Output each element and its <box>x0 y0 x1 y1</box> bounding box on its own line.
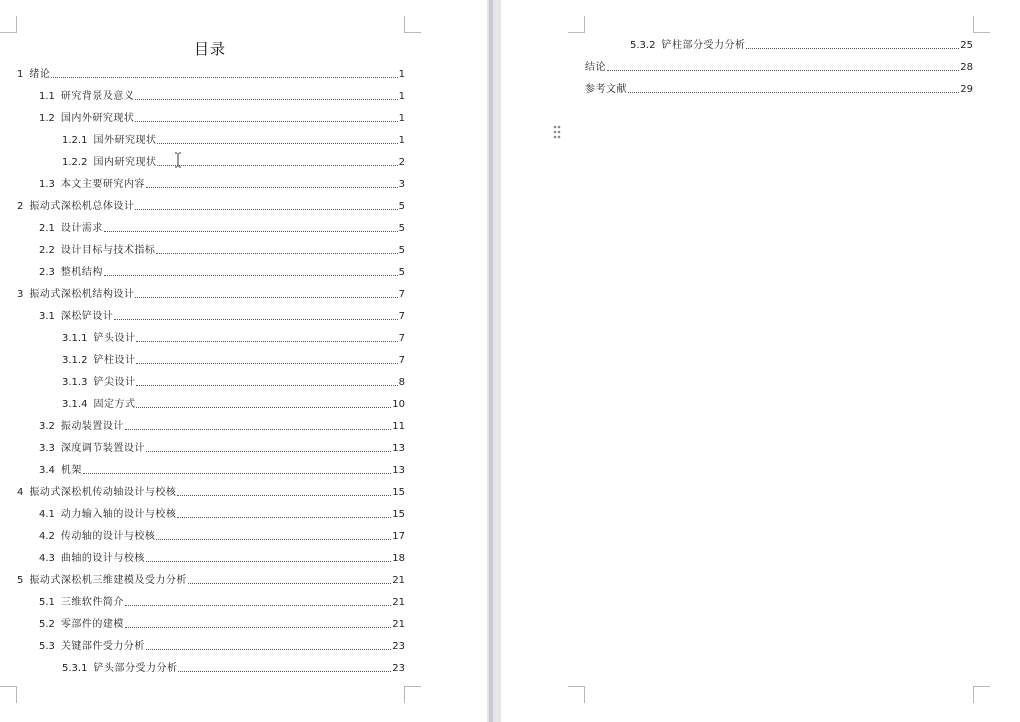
toc-dot-leader <box>125 605 391 606</box>
toc-entry[interactable] <box>62 659 405 675</box>
toc-entry-number: 1.2 <box>39 113 55 124</box>
toc-dot-leader <box>157 143 397 144</box>
toc-entry-page-number: 21 <box>392 597 405 608</box>
toc-entry[interactable] <box>39 175 405 191</box>
toc-entry-page-number: 17 <box>392 531 405 542</box>
toc-entry-page-number: 1 <box>398 135 405 146</box>
toc-dot-leader <box>83 473 391 474</box>
toc-entry-number: 1.2.2 <box>62 157 88 168</box>
toc-entry-page-number: 1 <box>398 113 405 124</box>
toc-dot-leader <box>136 385 397 386</box>
toc-entry[interactable] <box>62 153 405 169</box>
toc-entry[interactable] <box>62 351 405 367</box>
toc-dot-leader <box>146 451 391 452</box>
toc-dot-leader <box>188 583 391 584</box>
toc-entry[interactable] <box>17 285 405 301</box>
toc-entry-number: 1.3 <box>39 179 55 190</box>
toc-entry-text: 动力输入轴的设计与校核 <box>60 509 177 520</box>
i-beam-cursor-icon <box>174 152 182 168</box>
toc-entry-page-number: 23 <box>392 641 405 652</box>
toc-entry-number: 5.3.1 <box>62 663 88 674</box>
margin-corner-bottom-left <box>568 686 585 703</box>
toc-dot-leader <box>146 561 391 562</box>
toc-entry[interactable] <box>17 483 405 499</box>
toc-dot-leader <box>136 407 391 408</box>
toc-entry-page-number: 1 <box>398 69 405 80</box>
toc-entry-text: 振动装置设计 <box>60 421 124 432</box>
toc-entry[interactable] <box>39 461 405 477</box>
toc-entry[interactable] <box>39 637 405 653</box>
toc-entry[interactable] <box>17 571 405 587</box>
toc-dot-leader <box>125 429 391 430</box>
toc-entry-page-number: 7 <box>398 311 405 322</box>
toc-entry[interactable] <box>585 80 973 96</box>
toc-entry-page-number: 13 <box>392 465 405 476</box>
toc-entry-number: 1.2.1 <box>62 135 88 146</box>
toc-entry[interactable] <box>39 219 405 235</box>
toc-entry-text: 关键部件受力分析 <box>60 641 145 652</box>
toc-dot-leader <box>146 187 398 188</box>
toc-entry-text: 国内外研究现状 <box>60 113 135 124</box>
toc-dot-leader <box>125 627 391 628</box>
toc-dot-leader <box>51 77 397 78</box>
toc-entry-number: 5.3 <box>39 641 55 652</box>
toc-entry[interactable] <box>39 527 405 543</box>
toc-entry-number: 2.2 <box>39 245 55 256</box>
toc-dot-leader <box>136 341 397 342</box>
toc-entry[interactable] <box>39 109 405 125</box>
toc-entry-number: 3.1 <box>39 311 55 322</box>
toc-dot-leader <box>114 319 397 320</box>
toc-entry-text: 零部件的建模 <box>60 619 124 630</box>
drag-handle-icon[interactable] <box>552 124 562 140</box>
toc-entry-page-number: 2 <box>398 157 405 168</box>
toc-entry-number: 3.1.1 <box>62 333 88 344</box>
toc-title: 目录 <box>193 40 226 58</box>
toc-entry-number: 5 <box>17 575 24 586</box>
toc-entry-text: 结论 <box>585 62 606 73</box>
toc-entry-text: 铲尖设计 <box>93 377 136 388</box>
toc-entry-number: 2 <box>17 201 24 212</box>
toc-dot-leader <box>156 253 397 254</box>
toc-entry-text: 三维软件简介 <box>60 597 124 608</box>
toc-entry-text: 铲头设计 <box>93 333 136 344</box>
toc-entry-text: 设计目标与技术指标 <box>60 245 156 256</box>
toc-entry-page-number: 7 <box>398 289 405 300</box>
toc-entry-page-number: 13 <box>392 443 405 454</box>
toc-entry-text: 整机结构 <box>60 267 103 278</box>
toc-entry-text: 曲轴的设计与校核 <box>60 553 145 564</box>
toc-dot-leader <box>628 92 959 93</box>
toc-dot-leader <box>135 99 397 100</box>
toc-entry-text: 铲柱设计 <box>93 355 136 366</box>
toc-entry-text: 固定方式 <box>93 399 136 410</box>
page-gutter-bar <box>489 0 493 722</box>
toc-dot-leader <box>177 517 391 518</box>
toc-entry-text: 深松铲设计 <box>60 311 114 322</box>
toc-entry-number: 4.1 <box>39 509 55 520</box>
toc-entry[interactable] <box>39 593 405 609</box>
margin-corner-bottom-left <box>0 686 17 703</box>
toc-entry-page-number: 5 <box>398 267 405 278</box>
toc-entry[interactable] <box>62 395 405 411</box>
toc-entry[interactable] <box>39 549 405 565</box>
margin-corner-bottom-right <box>973 686 990 703</box>
toc-dot-leader <box>135 297 397 298</box>
toc-entry-number: 3.2 <box>39 421 55 432</box>
toc-entry-number: 3.3 <box>39 443 55 454</box>
toc-entry[interactable] <box>62 329 405 345</box>
toc-entry-text: 振动式深松机三维建模及受力分析 <box>29 575 187 586</box>
toc-entry[interactable] <box>39 307 405 323</box>
toc-entry-text: 研究背景及意义 <box>60 91 135 102</box>
toc-entry-number: 5.3.2 <box>630 40 656 51</box>
toc-entry[interactable] <box>17 197 405 213</box>
toc-entry-number: 5.2 <box>39 619 55 630</box>
toc-entry-page-number: 1 <box>398 91 405 102</box>
toc-dot-leader <box>746 48 959 49</box>
document-page-right <box>501 0 1020 722</box>
toc-entry-number: 4.3 <box>39 553 55 564</box>
toc-dot-leader <box>104 275 398 276</box>
toc-entry-page-number: 5 <box>398 201 405 212</box>
toc-entry[interactable] <box>39 505 405 521</box>
toc-entry-page-number: 21 <box>392 575 405 586</box>
toc-entry-page-number: 18 <box>392 553 405 564</box>
toc-entry-page-number: 28 <box>960 62 973 73</box>
toc-entry[interactable] <box>630 36 973 52</box>
toc-entry-text: 参考文献 <box>585 84 627 95</box>
margin-corner-top-right <box>404 16 421 33</box>
toc-entry-number: 3.1.3 <box>62 377 88 388</box>
margin-corner-bottom-right <box>404 686 421 703</box>
toc-entry-number: 1.1 <box>39 91 55 102</box>
toc-entry[interactable] <box>39 87 405 103</box>
toc-entry[interactable] <box>39 439 405 455</box>
toc-entry-text: 振动式深松机总体设计 <box>29 201 135 212</box>
toc-entry-text: 深度调节装置设计 <box>60 443 145 454</box>
toc-entry-page-number: 15 <box>392 509 405 520</box>
toc-entry-page-number: 21 <box>392 619 405 630</box>
toc-dot-leader <box>156 539 391 540</box>
toc-entry-page-number: 15 <box>392 487 405 498</box>
toc-entry[interactable] <box>585 58 973 74</box>
toc-entry-page-number: 7 <box>398 355 405 366</box>
toc-entry-number: 3.1.2 <box>62 355 88 366</box>
document-page-left <box>0 0 487 722</box>
toc-dot-leader <box>135 121 397 122</box>
toc-entry-page-number: 10 <box>392 399 405 410</box>
toc-entry-text: 设计需求 <box>60 223 103 234</box>
toc-entry-number: 3.4 <box>39 465 55 476</box>
toc-dot-leader <box>135 209 397 210</box>
toc-entry-number: 4.2 <box>39 531 55 542</box>
margin-corner-top-left <box>568 16 585 33</box>
toc-dot-leader <box>104 231 398 232</box>
toc-entry[interactable] <box>62 373 405 389</box>
toc-dot-leader <box>146 649 391 650</box>
toc-entry-number: 2.1 <box>39 223 55 234</box>
toc-entry-number: 1 <box>17 69 24 80</box>
toc-entry-text: 机架 <box>60 465 82 476</box>
toc-entry-page-number: 29 <box>960 84 973 95</box>
toc-entry[interactable] <box>17 65 405 81</box>
margin-corner-top-right <box>973 16 990 33</box>
toc-entry-number: 3.1.4 <box>62 399 88 410</box>
toc-entry-page-number: 5 <box>398 223 405 234</box>
toc-entry-page-number: 7 <box>398 333 405 344</box>
toc-entry-page-number: 3 <box>398 179 405 190</box>
toc-entry-text: 传动轴的设计与校核 <box>60 531 156 542</box>
toc-entry[interactable] <box>39 417 405 433</box>
toc-entry-text: 振动式深松机传动轴设计与校核 <box>29 487 177 498</box>
toc-dot-leader <box>136 363 397 364</box>
toc-entry-number: 4 <box>17 487 24 498</box>
toc-entry-text: 绪论 <box>29 69 51 80</box>
toc-entry-text: 振动式深松机结构设计 <box>29 289 135 300</box>
toc-entry-page-number: 5 <box>398 245 405 256</box>
toc-dot-leader <box>607 70 959 71</box>
toc-entry-number: 3 <box>17 289 24 300</box>
margin-corner-top-left <box>0 16 17 33</box>
toc-entry-number: 5.1 <box>39 597 55 608</box>
toc-entry[interactable] <box>39 263 405 279</box>
toc-entry-number: 2.3 <box>39 267 55 278</box>
toc-entry-text: 铲头部分受力分析 <box>93 663 178 674</box>
toc-entry-page-number: 11 <box>392 421 405 432</box>
toc-entry-text: 铲柱部分受力分析 <box>661 40 746 51</box>
page-gutter <box>487 0 501 722</box>
toc-entry-text: 国内研究现状 <box>93 157 157 168</box>
toc-dot-leader <box>177 495 391 496</box>
toc-entry-text: 国外研究现状 <box>93 135 157 146</box>
toc-entry[interactable] <box>62 131 405 147</box>
toc-entry-page-number: 23 <box>392 663 405 674</box>
toc-dot-leader <box>178 671 391 672</box>
toc-entry-page-number: 25 <box>960 40 973 51</box>
toc-dot-leader <box>157 165 397 166</box>
toc-entry[interactable] <box>39 241 405 257</box>
toc-entry[interactable] <box>39 615 405 631</box>
toc-entry-page-number: 8 <box>398 377 405 388</box>
toc-entry-text: 本文主要研究内容 <box>60 179 145 190</box>
